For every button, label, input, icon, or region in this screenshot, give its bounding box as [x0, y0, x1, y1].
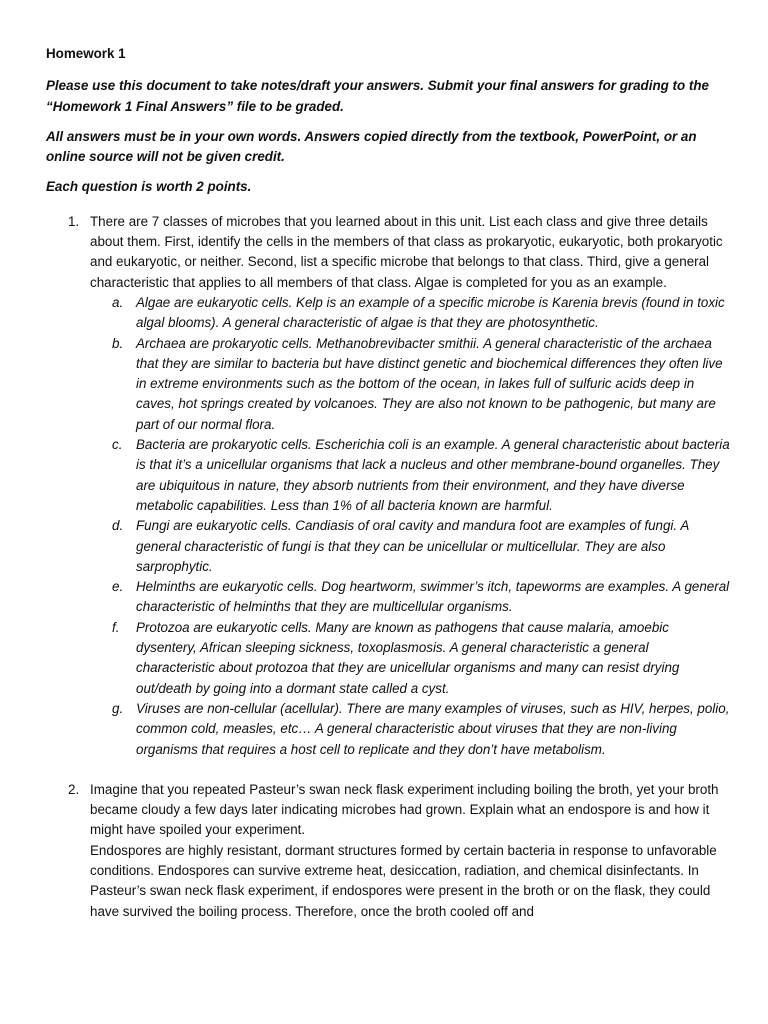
answer-letter: a. [112, 294, 124, 310]
answer-list [90, 293, 730, 760]
answer-text: Fungi are eukaryotic cells. Candiasis of oral cavity and mandura foot are examples of fungi. A general characteristic of fungi is that they can be unicellular or multicellular. They are also sarprophytic. [136, 518, 689, 574]
instruction-submit: Please use this document to take notes/draft your answers. Submit your final answers for grading to the “Homework 1 Final Answers” file to be graded. [46, 78, 709, 114]
answer-text: Protozoa are eukaryotic cells. Many are known as pathogens that cause malaria, amoebic dysentery, African sleeping sickness, toxoplasmosis. A general characteristic a general characteristic about protozoa that they are unicellular organisms and many can resist drying out/death by going into a dormant state called a cyst. [136, 619, 680, 696]
instruction-points: Each question is worth 2 points. [46, 179, 252, 195]
question-1 [46, 212, 730, 760]
instruction-own-words: All answers must be in your own words. Answers copied directly from the textbook, PowerPoint, or an online source will not be given credit. [46, 128, 697, 165]
answer-text: Bacteria are prokaryotic cells. Escherichia coli is an example. A general characteristic about bacteria is that it’s a unicellular organisms that lack a nucleus and other membrane-bound organelles. They are ubiquitous in nature, they absorb nutrients from their environment, and they have diverse metabolic capabilities. Less than 1% of all bacteria known are harmful. [136, 437, 730, 513]
question-text: There are 7 classes of microbes that you learned about in this unit. List each class and give three details about them. First, identify the cells in the members of that class as prokaryotic, eukaryotic, both prokaryotic and eukaryotic, or neither. Second, list a specific microbe that belongs to that class. Third, give a general characteristic that applies to all members of that class. Algae is completed for you as an example. [90, 213, 723, 290]
answer-item-protozoa [90, 618, 730, 699]
answer-letter: b. [112, 335, 124, 351]
answer-letter: c. [112, 437, 123, 453]
answer-text: Endospores are highly resistant, dormant structures formed by certain bacteria in response to unfavorable conditions. Endospores can survive extreme heat, desiccation, radiation, and chemical disinfectants. In Pasteur’s swan neck flask experiment, if endospores were present in the broth or on the flask, they could have survived the boiling process. Therefore, once the broth cooled off and [90, 842, 717, 919]
answer-item-bacteria [90, 435, 730, 516]
answer-item-helminths [90, 577, 730, 618]
answer-letter: f. [112, 619, 120, 635]
answer-item-viruses [90, 699, 730, 760]
question-number: 2. [68, 781, 80, 797]
question-number: 1. [68, 213, 80, 229]
answer-item-algae [90, 293, 730, 334]
answer-letter: g. [112, 700, 124, 716]
question-text: Imagine that you repeated Pasteur’s swan neck flask experiment including boiling the broth, yet your broth became cloudy a few days later indicating microbes had grown. Explain what an endospore is and how it might have spoiled your experiment. [90, 781, 719, 838]
answer-text: Archaea are prokaryotic cells. Methanobrevibacter smithii. A general characteristic of the archaea that they are similar to bacteria but have distinct genetic and biochemical differences they often live in extreme environments such as the bottom of the ocean, in lakes full of sulfuric acids deep in caves, hot springs created by volcanoes. They are also not known to be pathogenic, but many are part of our normal flora. [136, 335, 723, 432]
answer-item-fungi [90, 516, 730, 577]
answer-text: Viruses are non-cellular (acellular). There are many examples of viruses, such as HIV, herpes, polio, common cold, measles, etc… A general characteristic about viruses that they are non-living organisms that requires a host cell to replicate and they don’t have metabolism. [136, 700, 730, 757]
document-body [46, 44, 730, 922]
answer-text: Helminths are eukaryotic cells. Dog heartworm, swimmer’s itch, tapeworms are examples. A general characteristic of helminths that they are multicellular organisms. [136, 579, 730, 615]
answer-letter: e. [112, 579, 124, 595]
document-title: Homework 1 [46, 46, 126, 61]
answer-letter: d. [112, 518, 124, 534]
answer-item-archaea [90, 334, 730, 435]
answer-text: Algae are eukaryotic cells. Kelp is an example of a specific microbe is Karenia brevis (found in toxic algal blooms). A general characteristic of algae is that they are photosynthetic. [136, 294, 725, 331]
question-list [46, 212, 730, 922]
question-2 [46, 780, 730, 922]
